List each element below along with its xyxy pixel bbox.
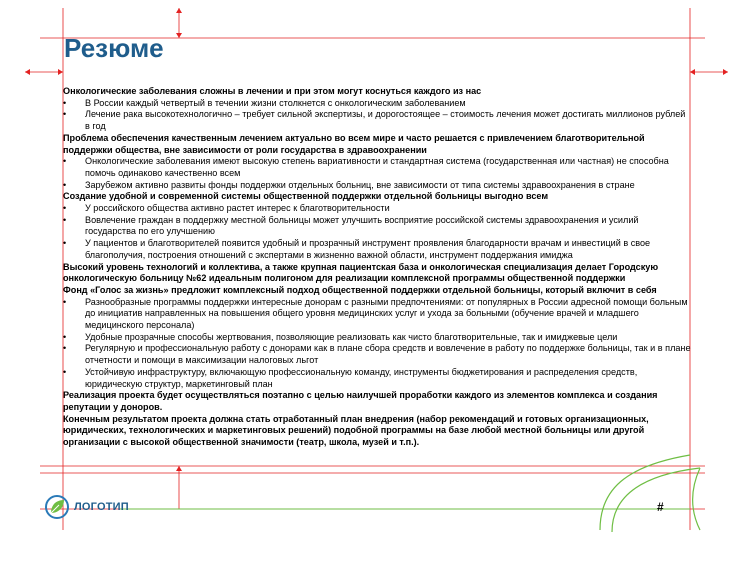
bullet-item: • Лечение рака высокотехнологично – требует сильной экспертизы, и дорогостоящее – стоимость лечения может достигать миллионов рублей в год: [63, 109, 691, 132]
logo: [44, 494, 129, 520]
bullet-item: • В России каждый четвертый в течении жизни столкнется с онкологическим заболеванием: [63, 98, 691, 110]
logo-text: ЛОГОТИП: [74, 501, 129, 513]
bullet-item: • Устойчивую инфраструктуру, включающую профессиональную команду, инструменты бюджетирования и распределения средств, юридическую структур, маркетинговый план: [63, 367, 691, 390]
bullet-list: [63, 98, 691, 133]
bullet-item: • Разнообразные программы поддержки интересные донорам с разными предпочтениями: от популярных в России адресной помощи больным до инициатив направленных на повышения общего уровня медицинских услуг и ухода за больными (обучение врачей и младшего медицинского персонала): [63, 297, 691, 332]
slide-title: Резюме: [64, 33, 164, 63]
summary-heading: Высокий уровень технологий и коллектива, а также крупная пациентская база и онкологическая специализация делает Городскую онкологическую больницу №62 идеальным полигоном для реализации комплексной программы общественной поддержки: [63, 261, 659, 284]
summary-heading: Конечным результатом проекта должна стать отработанный план внедрения (набор рекомендаций и готовых организационных, юридических, технологических и маркетинговых решений) подобной программы на базе любой местной больницы или другой организации с высокой общественной значимости (театр, школа, музей и т.п.).: [63, 413, 649, 448]
bullet-item: • Онкологические заболевания имеют высокую степень вариативности и стандартная система (государственная или частная) не способна помочь одинаково качественно всем: [63, 156, 691, 179]
bullet-item: • У пациентов и благотворителей появится удобный и прозрачный инструмент проявления благодарности врачам и инвестиций в свое благополучия, построения отношений с экспертами в жизненно важной области, инструмент поддержания имиджа: [63, 238, 691, 261]
bullet-item: • Регулярную и профессиональную работу с донорами как в плане сбора средств и вовлечение в работу по поддержке больницы, так и в плане отчетности и помощи в максимизации налоговых льгот: [63, 343, 691, 366]
bullet-item: • Вовлечение граждан в поддержку местной больницы может улучшить восприятие российской системы здравоохранения и усилий государства по его улучшению: [63, 215, 691, 238]
page-number: #: [657, 500, 664, 514]
bullet-list: [63, 297, 691, 391]
decorative-swoosh: [120, 455, 700, 532]
summary-heading: Онкологические заболевания сложны в лечении и при этом могут коснуться каждого из нас: [63, 86, 482, 96]
summary-heading: Создание удобной и современной системы общественной поддержки отдельной больницы выгодно всем: [63, 191, 549, 202]
bullet-item: • У российского общества активно растет интерес к благотворительности: [63, 203, 691, 215]
bullet-list: [63, 156, 691, 191]
bullet-list: [63, 203, 691, 262]
summary-heading: Реализация проекта будет осуществляться поэтапно с целью наилучшей проработки каждого из элементов комплекса и создания репутации у доноров.: [63, 390, 658, 412]
summary-heading: Проблема обеспечения качественным лечением актуально во всем мире и часто решается с привлечением благотворительной поддержки общества, вне зависимости от роли государства в здравоохранении: [63, 132, 645, 155]
leaf-logo-icon: [44, 494, 70, 520]
bullet-item: • Зарубежом активно развиты фонды поддержки отдельных больниц, вне зависимости от типа системы здравоохранения в стране: [63, 180, 691, 192]
summary-heading: Фонд «Голос за жизнь» предложит комплексный подход общественной поддержки отдельной больницы, который включит в себя: [63, 284, 657, 295]
summary-content: [63, 86, 691, 449]
bullet-item: • Удобные прозрачные способы жертвования, позволяющие реализовать как чисто благотворительные, так и имиджевые цели: [63, 332, 691, 344]
